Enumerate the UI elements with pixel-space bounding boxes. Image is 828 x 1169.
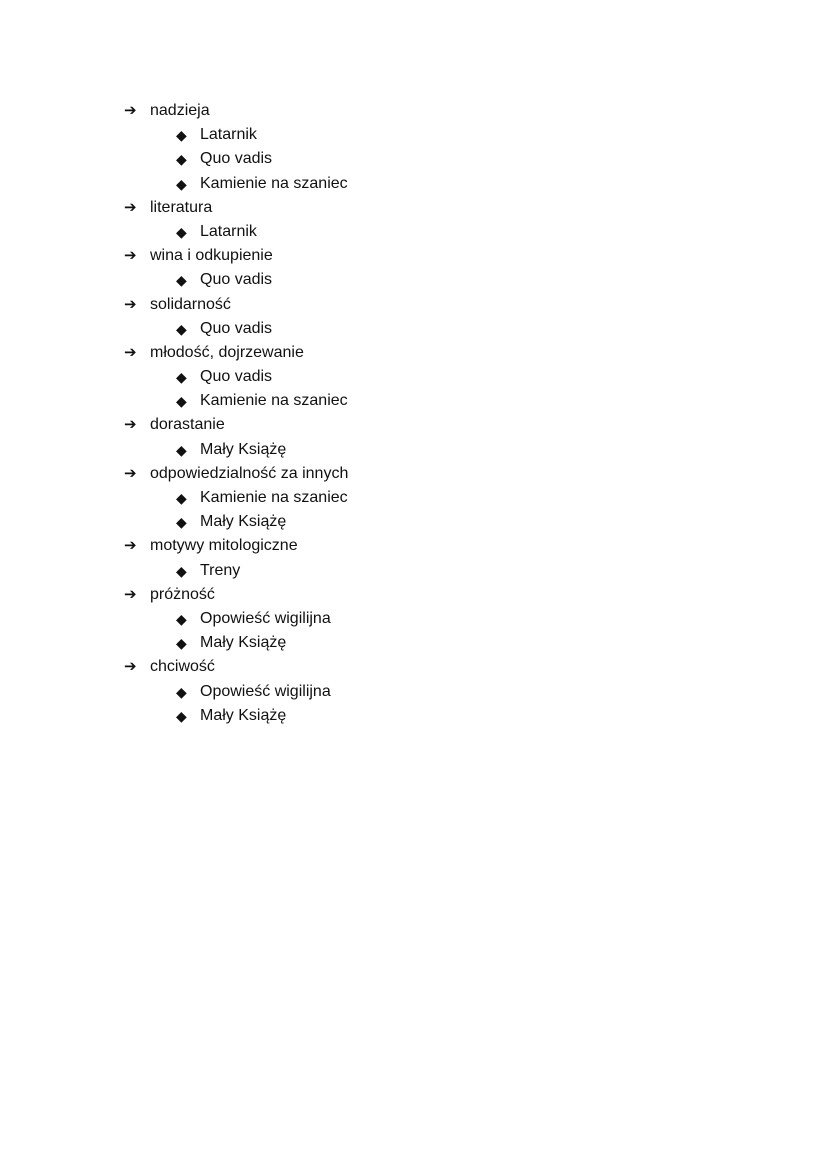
- topic-label: wina i odkupienie: [150, 247, 273, 265]
- arrow-icon: ➔: [124, 247, 137, 265]
- topic-row: [124, 293, 348, 317]
- topic-row: [124, 413, 348, 437]
- diamond-icon: ◆: [176, 272, 187, 289]
- work-item: [124, 147, 348, 171]
- topic-label: próżność: [150, 585, 215, 603]
- arrow-icon: ➔: [124, 343, 137, 361]
- arrow-icon: ➔: [124, 102, 137, 119]
- work-list: [124, 220, 348, 244]
- topic-row: [124, 99, 348, 123]
- topic-item: [124, 462, 348, 535]
- work-title: Mały Książę: [200, 513, 287, 531]
- diamond-icon: ◆: [176, 635, 187, 652]
- diamond-icon: ◆: [176, 393, 187, 410]
- work-title: Kamienie na szaniec: [200, 392, 348, 410]
- work-item: [124, 220, 348, 244]
- topic-item: [124, 244, 348, 292]
- diamond-icon: ◆: [176, 320, 187, 337]
- topic-row: [124, 244, 348, 268]
- diamond-icon: ◆: [176, 441, 187, 458]
- diamond-icon: ◆: [176, 514, 187, 531]
- work-title: Latarnik: [200, 222, 257, 240]
- diamond-icon: ◆: [176, 369, 187, 386]
- topic-row: [124, 196, 348, 220]
- topic-label: motywy mitologiczne: [150, 537, 298, 555]
- diamond-icon: ◆: [176, 707, 187, 724]
- topic-label: solidarność: [150, 295, 231, 313]
- work-item: [124, 680, 348, 704]
- work-title: Kamienie na szaniec: [200, 489, 348, 506]
- diamond-icon: ◆: [176, 175, 187, 192]
- work-item: [124, 438, 348, 462]
- arrow-icon: ➔: [124, 537, 137, 555]
- work-item: [124, 317, 348, 341]
- diamond-icon: ◆: [176, 610, 187, 627]
- work-title: Mały Książę: [200, 634, 287, 652]
- diamond-icon: ◆: [176, 127, 187, 144]
- topic-label: chciwość: [150, 658, 215, 676]
- work-list: [124, 486, 348, 534]
- work-list: [124, 123, 348, 196]
- work-title: Treny: [200, 561, 241, 579]
- work-title: Opowieść wigilijna: [200, 682, 331, 700]
- work-item: [124, 631, 348, 655]
- topic-label: nadzieja: [150, 102, 210, 119]
- diamond-icon: ◆: [176, 562, 187, 579]
- arrow-icon: ➔: [124, 658, 137, 676]
- diamond-icon: ◆: [176, 683, 187, 700]
- work-title: Latarnik: [200, 126, 257, 144]
- topic-row: [124, 534, 348, 558]
- topic-row: [124, 462, 348, 486]
- topic-row: [124, 583, 348, 607]
- work-list: [124, 607, 348, 655]
- topic-item: [124, 583, 348, 656]
- work-title: Quo vadis: [200, 150, 273, 168]
- topic-label: dorastanie: [150, 416, 225, 434]
- work-title: Quo vadis: [200, 271, 273, 289]
- work-title: Mały Książę: [200, 440, 287, 458]
- topic-item: [124, 293, 348, 341]
- work-item: [124, 365, 348, 389]
- topic-item: [124, 534, 348, 582]
- work-title: Quo vadis: [200, 368, 273, 386]
- diamond-icon: ◆: [176, 223, 187, 240]
- work-title: Kamienie na szaniec: [200, 174, 348, 192]
- topic-row: [124, 655, 348, 679]
- work-list: [124, 268, 348, 292]
- work-list: [124, 317, 348, 341]
- topic-item: [124, 655, 348, 728]
- work-item: [124, 123, 348, 147]
- topic-item: [124, 341, 348, 414]
- work-list: [124, 559, 348, 583]
- work-title: Quo vadis: [200, 319, 273, 337]
- arrow-icon: ➔: [124, 295, 137, 313]
- work-item: [124, 607, 348, 631]
- work-list: [124, 438, 348, 462]
- work-item: [124, 486, 348, 510]
- arrow-icon: ➔: [124, 416, 137, 434]
- arrow-icon: ➔: [124, 198, 137, 216]
- topic-list: [124, 99, 348, 728]
- arrow-icon: ➔: [124, 464, 137, 482]
- topic-label: literatura: [150, 198, 213, 216]
- topic-label: odpowiedzialność za innych: [150, 464, 349, 482]
- work-title: Mały Książę: [200, 706, 287, 724]
- work-item: [124, 510, 348, 534]
- work-item: [124, 172, 348, 196]
- topic-item: [124, 99, 348, 196]
- work-item: [124, 559, 348, 583]
- work-list: [124, 680, 348, 728]
- topic-item: [124, 196, 348, 244]
- work-item: [124, 704, 348, 728]
- topic-label: młodość, dojrzewanie: [150, 343, 304, 361]
- diamond-icon: ◆: [176, 490, 187, 506]
- topic-item: [124, 413, 348, 461]
- work-title: Opowieść wigilijna: [200, 609, 331, 627]
- work-item: [124, 268, 348, 292]
- topic-row: [124, 341, 348, 365]
- diamond-icon: ◆: [176, 151, 187, 168]
- work-list: [124, 365, 348, 413]
- arrow-icon: ➔: [124, 585, 137, 603]
- work-item: [124, 389, 348, 413]
